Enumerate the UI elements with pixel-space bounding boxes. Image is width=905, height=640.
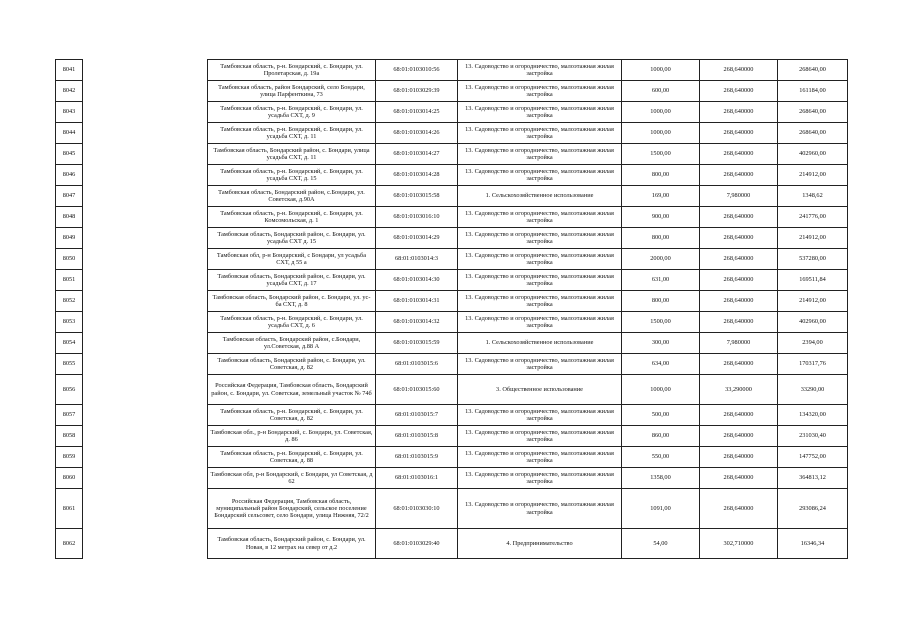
cadastral-value-cell: 161184,00 — [778, 81, 848, 102]
table-row — [208, 249, 848, 270]
specific-value-cell: 268,640000 — [700, 81, 778, 102]
row-number-line — [56, 291, 83, 312]
row-number-line — [56, 102, 83, 123]
address-cell: Тамбовская область, р-н. Бондарский, с. Бондари, ул. Советская, д. 88 — [208, 447, 376, 468]
row-number-line — [56, 207, 83, 228]
row-number: 8043 — [56, 102, 83, 123]
row-number-line — [56, 468, 83, 489]
address-cell: Российская Федерация, Тамбовская область, муниципальный район Бондарский, сельское поселение Бондарский сельсовет, село Бондари, улица Нижняя, 72/2 — [208, 489, 376, 529]
specific-value-cell: 268,640000 — [700, 123, 778, 144]
row-number: 8041 — [56, 60, 83, 81]
area-cell: 550,00 — [622, 447, 700, 468]
row-number: 8051 — [56, 270, 83, 291]
table-row — [208, 228, 848, 249]
row-number-column — [55, 59, 83, 559]
row-number: 8055 — [56, 354, 83, 375]
cadastral-value-cell: 402960,00 — [778, 144, 848, 165]
cadastral-value-cell: 147752,00 — [778, 447, 848, 468]
row-number-line — [56, 165, 83, 186]
row-number-line — [56, 489, 83, 529]
cadastral-value-cell: 214912,00 — [778, 291, 848, 312]
row-number-line — [56, 144, 83, 165]
row-number: 8046 — [56, 165, 83, 186]
row-number: 8052 — [56, 291, 83, 312]
area-cell: 800,00 — [622, 228, 700, 249]
address-cell: Тамбовская область, р-н. Бондарский, с. Бондари, ул. усадьба СХТ, д. 15 — [208, 165, 376, 186]
table-row — [208, 426, 848, 447]
row-number: 8042 — [56, 81, 83, 102]
table-row — [208, 291, 848, 312]
cadastral-value-cell: 364813,12 — [778, 468, 848, 489]
cadastral-number-cell: 68:01:0103015:6 — [376, 354, 458, 375]
cadastral-value-cell: 169511,84 — [778, 270, 848, 291]
specific-value-cell: 268,640000 — [700, 249, 778, 270]
specific-value-cell: 268,640000 — [700, 207, 778, 228]
row-number-line — [56, 529, 83, 559]
table-row — [208, 468, 848, 489]
specific-value-cell: 268,640000 — [700, 468, 778, 489]
row-number: 8056 — [56, 375, 83, 405]
land-use-cell: 13. Садоводство и огородничество, малоэтажная жилая застройка — [458, 312, 622, 333]
area-cell: 860,00 — [622, 426, 700, 447]
table-row — [208, 81, 848, 102]
address-cell: Тамбовская область, Бондарский район, с. Бондари, ул. Советская, д. 82 — [208, 354, 376, 375]
cadastral-number-cell: 68:01:0103014:26 — [376, 123, 458, 144]
cadastral-value-cell: 231030,40 — [778, 426, 848, 447]
cadastral-number-cell: 68:01:0103029:40 — [376, 529, 458, 559]
area-cell: 800,00 — [622, 165, 700, 186]
row-number: 8062 — [56, 529, 83, 559]
area-cell: 2000,00 — [622, 249, 700, 270]
table-row — [208, 489, 848, 529]
row-number-line — [56, 123, 83, 144]
address-cell: Тамбовская область, р-н. Бондарский, с. Бондари, ул. Советская, д. 82 — [208, 405, 376, 426]
area-cell: 1500,00 — [622, 312, 700, 333]
area-cell: 1358,00 — [622, 468, 700, 489]
cadastral-number-cell: 68:01:0103016:10 — [376, 207, 458, 228]
row-number: 8045 — [56, 144, 83, 165]
table-row — [208, 60, 848, 81]
table-row — [208, 375, 848, 405]
cadastral-value-cell: 170317,76 — [778, 354, 848, 375]
cadastral-number-cell: 68:01:0103015:9 — [376, 447, 458, 468]
area-cell: 1000,00 — [622, 375, 700, 405]
area-cell: 1091,00 — [622, 489, 700, 529]
area-cell: 300,00 — [622, 333, 700, 354]
address-cell: Тамбовская обл, р-н Бондарский, с Бондари, ул Советская, д 62 — [208, 468, 376, 489]
specific-value-cell: 268,640000 — [700, 144, 778, 165]
land-use-cell: 13. Садоводство и огородничество, малоэтажная жилая застройка — [458, 468, 622, 489]
cadastral-value-cell: 241776,00 — [778, 207, 848, 228]
specific-value-cell: 33,290000 — [700, 375, 778, 405]
area-cell: 634,00 — [622, 354, 700, 375]
area-cell: 500,00 — [622, 405, 700, 426]
cadastral-value-cell: 268640,00 — [778, 123, 848, 144]
land-use-cell: 4. Предпринимательство — [458, 529, 622, 559]
address-cell: Тамбовская область, Бондарский район, с. Бондари, ул. усадьба СХТ, д. 17 — [208, 270, 376, 291]
specific-value-cell: 268,640000 — [700, 447, 778, 468]
cadastral-value-cell: 402960,00 — [778, 312, 848, 333]
cadastral-value-cell: 293086,24 — [778, 489, 848, 529]
specific-value-cell: 7,980000 — [700, 333, 778, 354]
row-number-line — [56, 354, 83, 375]
land-use-cell: 13. Садоводство и огородничество, малоэтажная жилая застройка — [458, 489, 622, 529]
cadastral-number-cell: 68:01:0103014:31 — [376, 291, 458, 312]
row-number: 8059 — [56, 447, 83, 468]
cadastral-value-cell: 2394,00 — [778, 333, 848, 354]
row-number: 8053 — [56, 312, 83, 333]
row-number: 8050 — [56, 249, 83, 270]
land-use-cell: 13. Садоводство и огородничество, малоэтажная жилая застройка — [458, 81, 622, 102]
row-number-line — [56, 447, 83, 468]
cadastral-number-cell: 68:01:0103030:10 — [376, 489, 458, 529]
area-cell: 1000,00 — [622, 123, 700, 144]
cadastral-value-cell: 33290,00 — [778, 375, 848, 405]
land-use-cell: 1. Сельскохозяйственное использование — [458, 333, 622, 354]
cadastral-value-cell: 214912,00 — [778, 228, 848, 249]
table-row — [208, 144, 848, 165]
specific-value-cell: 268,640000 — [700, 228, 778, 249]
row-number: 8054 — [56, 333, 83, 354]
table-row — [208, 405, 848, 426]
row-number-line — [56, 60, 83, 81]
land-use-cell: 13. Садоводство и огородничество, малоэтажная жилая застройка — [458, 426, 622, 447]
specific-value-cell: 268,640000 — [700, 426, 778, 447]
row-number: 8060 — [56, 468, 83, 489]
specific-value-cell: 7,980000 — [700, 186, 778, 207]
cadastral-number-cell: 68:01:0103014:28 — [376, 165, 458, 186]
row-number-line — [56, 186, 83, 207]
address-cell: Российская Федерация, Тамбовская область, Бондарский район, с. Бондари, ул. Советская, земельный участок № 74б — [208, 375, 376, 405]
cadastral-number-cell: 68:01:0103015:60 — [376, 375, 458, 405]
row-number: 8058 — [56, 426, 83, 447]
land-use-cell: 13. Садоводство и огородничество, малоэтажная жилая застройка — [458, 102, 622, 123]
row-number-line — [56, 270, 83, 291]
address-cell: Тамбовская область, Бондарский район, с.Бондари, ул. Советская, д.90А — [208, 186, 376, 207]
area-cell: 1000,00 — [622, 102, 700, 123]
table-row — [208, 354, 848, 375]
cadastral-value-cell: 16346,34 — [778, 529, 848, 559]
table-row — [208, 312, 848, 333]
address-cell: Тамбовская область, р-н. Бондарский, с. Бондари, ул. Комсомольская, д. 1 — [208, 207, 376, 228]
cadastral-number-cell: 68:01:0103014:25 — [376, 102, 458, 123]
specific-value-cell: 268,640000 — [700, 489, 778, 529]
address-cell: Тамбовская обл., р-н Бондарский, с. Бондари, ул. Советская, д. 86 — [208, 426, 376, 447]
specific-value-cell: 268,640000 — [700, 405, 778, 426]
cadastral-number-cell: 68:01:0103010:56 — [376, 60, 458, 81]
land-use-cell: 13. Садоводство и огородничество, малоэтажная жилая застройка — [458, 207, 622, 228]
cadastral-number-cell: 68:01:0103014:3 — [376, 249, 458, 270]
area-cell: 169,00 — [622, 186, 700, 207]
specific-value-cell: 268,640000 — [700, 354, 778, 375]
land-use-cell: 13. Садоводство и огородничество, малоэтажная жилая застройка — [458, 405, 622, 426]
specific-value-cell: 268,640000 — [700, 270, 778, 291]
specific-value-cell: 268,640000 — [700, 312, 778, 333]
cadastral-number-cell: 68:01:0103014:29 — [376, 228, 458, 249]
row-number: 8048 — [56, 207, 83, 228]
row-number-line — [56, 228, 83, 249]
area-cell: 900,00 — [622, 207, 700, 228]
table-row — [208, 333, 848, 354]
table-row — [208, 529, 848, 559]
area-cell: 800,00 — [622, 291, 700, 312]
specific-value-cell: 268,640000 — [700, 165, 778, 186]
address-cell: Тамбовская область, р-н. Бондарский, с. Бондари, ул. усадьба СХТ, д. 11 — [208, 123, 376, 144]
table-row — [208, 186, 848, 207]
land-use-cell: 13. Садоводство и огородничество, малоэтажная жилая застройка — [458, 270, 622, 291]
table-row — [208, 165, 848, 186]
cadastral-value-cell: 1348,62 — [778, 186, 848, 207]
table-row — [208, 270, 848, 291]
row-number-line — [56, 81, 83, 102]
land-use-cell: 1. Сельскохозяйственное использование — [458, 186, 622, 207]
land-use-cell: 13. Садоводство и огородничество, малоэтажная жилая застройка — [458, 447, 622, 468]
row-number-line — [56, 249, 83, 270]
area-cell: 1500,00 — [622, 144, 700, 165]
table-row — [208, 447, 848, 468]
table-row — [208, 102, 848, 123]
row-number: 8049 — [56, 228, 83, 249]
row-number: 8047 — [56, 186, 83, 207]
area-cell: 600,00 — [622, 81, 700, 102]
specific-value-cell: 268,640000 — [700, 60, 778, 81]
cadastral-number-cell: 68:01:0103029:39 — [376, 81, 458, 102]
address-cell: Тамбовская область, р-н. Бондарский, с. Бондари, ул. усадьба СХТ, д. 6 — [208, 312, 376, 333]
address-cell: Тамбовская область, р-н. Бондарский, с. Бондари, ул. усадьба СХТ, д. 9 — [208, 102, 376, 123]
address-cell: Тамбовская область, Бондарский район, с. Бондари, ул. Новая, в 12 метрах на север от д.2 — [208, 529, 376, 559]
cadastral-value-cell: 537280,00 — [778, 249, 848, 270]
specific-value-cell: 268,640000 — [700, 102, 778, 123]
cadastral-number-cell: 68:01:0103015:58 — [376, 186, 458, 207]
cadastral-number-cell: 68:01:0103014:32 — [376, 312, 458, 333]
cadastral-number-cell: 68:01:0103015:7 — [376, 405, 458, 426]
row-number-line — [56, 375, 83, 405]
land-use-cell: 13. Садоводство и огородничество, малоэтажная жилая застройка — [458, 165, 622, 186]
land-use-cell: 13. Садоводство и огородничество, малоэтажная жилая застройка — [458, 249, 622, 270]
row-number-line — [56, 312, 83, 333]
cadastral-value-cell: 268640,00 — [778, 60, 848, 81]
row-number-line — [56, 333, 83, 354]
area-cell: 631,00 — [622, 270, 700, 291]
cadastral-number-cell: 68:01:0103015:59 — [376, 333, 458, 354]
land-use-cell: 3. Общественное использование — [458, 375, 622, 405]
address-cell: Тамбовская область, Бондарский район, с. Бондари, ул. ус-ба СХТ, д. 8 — [208, 291, 376, 312]
cadastral-number-cell: 68:01:0103015:8 — [376, 426, 458, 447]
specific-value-cell: 268,640000 — [700, 291, 778, 312]
land-use-cell: 13. Садоводство и огородничество, малоэтажная жилая застройка — [458, 144, 622, 165]
row-number: 8061 — [56, 489, 83, 529]
address-cell: Тамбовская область, Бондарский район, с. Бондари, ул. усадьба СХТ д. 15 — [208, 228, 376, 249]
table-row — [208, 123, 848, 144]
address-cell: Тамбовская область, Бондарский район, с. Бондари, улица усадьба СХТ, д. 11 — [208, 144, 376, 165]
address-cell: Тамбовская область, район Бондарский, село Бондари, улица Парфенткина, 73 — [208, 81, 376, 102]
land-plots-table — [207, 59, 848, 559]
area-cell: 54,00 — [622, 529, 700, 559]
row-number-line — [56, 426, 83, 447]
address-cell: Тамбовская обл, р-н Бондарский, с Бондари, ул усадьба СХТ, д 55 а — [208, 249, 376, 270]
row-number-line — [56, 405, 83, 426]
cadastral-value-cell: 214912,00 — [778, 165, 848, 186]
cadastral-number-cell: 68:01:0103014:27 — [376, 144, 458, 165]
cadastral-number-cell: 68:01:0103016:1 — [376, 468, 458, 489]
cadastral-value-cell: 268640,00 — [778, 102, 848, 123]
land-use-cell: 13. Садоводство и огородничество, малоэтажная жилая застройка — [458, 123, 622, 144]
row-number: 8044 — [56, 123, 83, 144]
land-use-cell: 13. Садоводство и огородничество, малоэтажная жилая застройка — [458, 354, 622, 375]
land-use-cell: 13. Садоводство и огородничество, малоэтажная жилая застройка — [458, 60, 622, 81]
cadastral-number-cell: 68:01:0103014:30 — [376, 270, 458, 291]
row-number: 8057 — [56, 405, 83, 426]
land-use-cell: 13. Садоводство и огородничество, малоэтажная жилая застройка — [458, 291, 622, 312]
address-cell: Тамбовская область, р-н. Бондарский, с. Бондари, ул. Пролетарская, д. 19а — [208, 60, 376, 81]
table-row — [208, 207, 848, 228]
specific-value-cell: 302,710000 — [700, 529, 778, 559]
area-cell: 1000,00 — [622, 60, 700, 81]
land-use-cell: 13. Садоводство и огородничество, малоэтажная жилая застройка — [458, 228, 622, 249]
cadastral-value-cell: 134320,00 — [778, 405, 848, 426]
address-cell: Тамбовская область, Бондарский район, с.Бондари, ул.Советская, д.88 А — [208, 333, 376, 354]
